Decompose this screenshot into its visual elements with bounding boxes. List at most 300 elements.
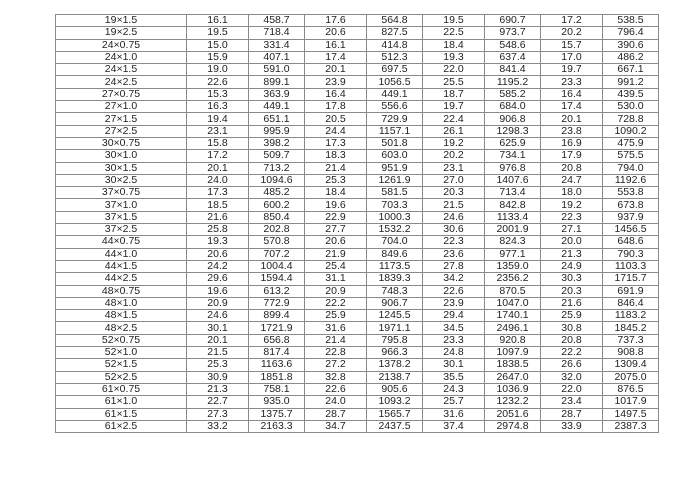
value-cell: 26.1 <box>423 125 485 137</box>
value-cell: 509.7 <box>249 150 305 162</box>
table-row <box>56 51 659 63</box>
value-cell: 27.8 <box>423 260 485 272</box>
value-cell: 19.6 <box>305 199 367 211</box>
spec-cell: 19×1.5 <box>56 15 187 27</box>
value-cell: 15.8 <box>187 137 249 149</box>
value-cell: 486.2 <box>603 51 659 63</box>
spec-cell: 48×2.5 <box>56 322 187 334</box>
value-cell: 748.3 <box>367 285 423 297</box>
table-row <box>56 420 659 432</box>
value-cell: 613.2 <box>249 285 305 297</box>
value-cell: 937.9 <box>603 211 659 223</box>
value-cell: 1133.4 <box>485 211 541 223</box>
value-cell: 575.5 <box>603 150 659 162</box>
value-cell: 23.3 <box>541 76 603 88</box>
value-cell: 22.0 <box>423 64 485 76</box>
value-cell: 20.5 <box>305 113 367 125</box>
value-cell: 906.7 <box>367 297 423 309</box>
value-cell: 20.3 <box>541 285 603 297</box>
table-row <box>56 383 659 395</box>
value-cell: 790.3 <box>603 248 659 260</box>
spec-cell: 24×0.75 <box>56 39 187 51</box>
value-cell: 16.1 <box>305 39 367 51</box>
value-cell: 995.9 <box>249 125 305 137</box>
value-cell: 20.9 <box>187 297 249 309</box>
table-row <box>56 260 659 272</box>
value-cell: 1378.2 <box>367 359 423 371</box>
value-cell: 25.7 <box>423 396 485 408</box>
value-cell: 449.1 <box>367 88 423 100</box>
value-cell: 817.4 <box>249 347 305 359</box>
value-cell: 1017.9 <box>603 396 659 408</box>
value-cell: 20.3 <box>423 187 485 199</box>
value-cell: 32.0 <box>541 371 603 383</box>
value-cell: 22.8 <box>305 347 367 359</box>
spec-cell: 48×1.0 <box>56 297 187 309</box>
value-cell: 538.5 <box>603 15 659 27</box>
value-cell: 414.8 <box>367 39 423 51</box>
value-cell: 34.7 <box>305 420 367 432</box>
value-cell: 15.0 <box>187 39 249 51</box>
value-cell: 22.6 <box>187 76 249 88</box>
value-cell: 795.8 <box>367 334 423 346</box>
value-cell: 684.0 <box>485 101 541 113</box>
value-cell: 21.5 <box>187 347 249 359</box>
value-cell: 24.6 <box>187 310 249 322</box>
value-cell: 667.1 <box>603 64 659 76</box>
spec-cell: 44×1.5 <box>56 260 187 272</box>
value-cell: 2001.9 <box>485 224 541 236</box>
table-row <box>56 15 659 27</box>
value-cell: 2051.6 <box>485 408 541 420</box>
value-cell: 20.9 <box>305 285 367 297</box>
value-cell: 31.6 <box>305 322 367 334</box>
spec-cell: 37×2.5 <box>56 224 187 236</box>
spec-cell: 37×1.0 <box>56 199 187 211</box>
value-cell: 1173.5 <box>367 260 423 272</box>
value-cell: 22.0 <box>541 383 603 395</box>
spec-cell: 61×1.0 <box>56 396 187 408</box>
spec-cell: 30×2.5 <box>56 174 187 186</box>
value-cell: 973.7 <box>485 27 541 39</box>
value-cell: 28.7 <box>541 408 603 420</box>
value-cell: 1163.6 <box>249 359 305 371</box>
value-cell: 1232.2 <box>485 396 541 408</box>
spec-cell: 44×1.0 <box>56 248 187 260</box>
value-cell: 637.4 <box>485 51 541 63</box>
table-row <box>56 101 659 113</box>
value-cell: 24.4 <box>305 125 367 137</box>
value-cell: 17.3 <box>305 137 367 149</box>
table-row <box>56 162 659 174</box>
value-cell: 439.5 <box>603 88 659 100</box>
value-cell: 794.0 <box>603 162 659 174</box>
value-cell: 556.6 <box>367 101 423 113</box>
value-cell: 28.7 <box>305 408 367 420</box>
value-cell: 20.8 <box>541 334 603 346</box>
value-cell: 19.3 <box>187 236 249 248</box>
value-cell: 20.6 <box>305 27 367 39</box>
value-cell: 19.6 <box>187 285 249 297</box>
value-cell: 19.0 <box>187 64 249 76</box>
value-cell: 17.2 <box>187 150 249 162</box>
spec-cell: 37×0.75 <box>56 187 187 199</box>
value-cell: 19.5 <box>423 15 485 27</box>
value-cell: 585.2 <box>485 88 541 100</box>
value-cell: 17.6 <box>305 15 367 27</box>
table-row <box>56 371 659 383</box>
value-cell: 2437.5 <box>367 420 423 432</box>
table-row <box>56 113 659 125</box>
table-row <box>56 64 659 76</box>
value-cell: 734.1 <box>485 150 541 162</box>
value-cell: 18.4 <box>423 39 485 51</box>
value-cell: 2163.3 <box>249 420 305 432</box>
value-cell: 758.1 <box>249 383 305 395</box>
value-cell: 29.4 <box>423 310 485 322</box>
value-cell: 35.5 <box>423 371 485 383</box>
value-cell: 27.3 <box>187 408 249 420</box>
value-cell: 24.2 <box>187 260 249 272</box>
value-cell: 20.2 <box>423 150 485 162</box>
value-cell: 1192.6 <box>603 174 659 186</box>
spec-cell: 48×0.75 <box>56 285 187 297</box>
value-cell: 824.3 <box>485 236 541 248</box>
value-cell: 548.6 <box>485 39 541 51</box>
value-cell: 20.6 <box>305 236 367 248</box>
value-cell: 15.3 <box>187 88 249 100</box>
value-cell: 2647.0 <box>485 371 541 383</box>
value-cell: 920.8 <box>485 334 541 346</box>
cable-spec-table <box>55 14 659 433</box>
value-cell: 870.5 <box>485 285 541 297</box>
document-page <box>55 14 656 433</box>
value-cell: 906.8 <box>485 113 541 125</box>
value-cell: 1532.2 <box>367 224 423 236</box>
table-row <box>56 27 659 39</box>
value-cell: 553.8 <box>603 187 659 199</box>
value-cell: 1097.9 <box>485 347 541 359</box>
value-cell: 23.6 <box>423 248 485 260</box>
value-cell: 398.2 <box>249 137 305 149</box>
value-cell: 19.4 <box>187 113 249 125</box>
value-cell: 29.6 <box>187 273 249 285</box>
value-cell: 841.4 <box>485 64 541 76</box>
value-cell: 22.5 <box>423 27 485 39</box>
value-cell: 22.6 <box>423 285 485 297</box>
table-row <box>56 199 659 211</box>
value-cell: 951.9 <box>367 162 423 174</box>
value-cell: 1195.2 <box>485 76 541 88</box>
value-cell: 21.6 <box>187 211 249 223</box>
value-cell: 2138.7 <box>367 371 423 383</box>
value-cell: 581.5 <box>367 187 423 199</box>
table-row <box>56 150 659 162</box>
value-cell: 331.4 <box>249 39 305 51</box>
value-cell: 2075.0 <box>603 371 659 383</box>
value-cell: 704.0 <box>367 236 423 248</box>
value-cell: 15.7 <box>541 39 603 51</box>
value-cell: 648.6 <box>603 236 659 248</box>
value-cell: 564.8 <box>367 15 423 27</box>
value-cell: 21.4 <box>305 162 367 174</box>
value-cell: 30.6 <box>423 224 485 236</box>
value-cell: 1004.4 <box>249 260 305 272</box>
value-cell: 977.1 <box>485 248 541 260</box>
spec-cell: 24×1.5 <box>56 64 187 76</box>
value-cell: 30.8 <box>541 322 603 334</box>
value-cell: 22.7 <box>187 396 249 408</box>
value-cell: 17.4 <box>541 101 603 113</box>
value-cell: 18.4 <box>305 187 367 199</box>
value-cell: 1093.2 <box>367 396 423 408</box>
value-cell: 27.1 <box>541 224 603 236</box>
value-cell: 24.9 <box>541 260 603 272</box>
value-cell: 713.2 <box>249 162 305 174</box>
value-cell: 407.1 <box>249 51 305 63</box>
value-cell: 202.8 <box>249 224 305 236</box>
value-cell: 2496.1 <box>485 322 541 334</box>
value-cell: 33.9 <box>541 420 603 432</box>
value-cell: 1497.5 <box>603 408 659 420</box>
value-cell: 24.0 <box>305 396 367 408</box>
value-cell: 15.9 <box>187 51 249 63</box>
value-cell: 656.8 <box>249 334 305 346</box>
value-cell: 25.8 <box>187 224 249 236</box>
value-cell: 16.1 <box>187 15 249 27</box>
value-cell: 17.3 <box>187 187 249 199</box>
value-cell: 1298.3 <box>485 125 541 137</box>
value-cell: 728.8 <box>603 113 659 125</box>
value-cell: 19.2 <box>423 137 485 149</box>
value-cell: 2356.2 <box>485 273 541 285</box>
table-row <box>56 76 659 88</box>
value-cell: 1839.3 <box>367 273 423 285</box>
value-cell: 1056.5 <box>367 76 423 88</box>
table-row <box>56 125 659 137</box>
spec-cell: 27×0.75 <box>56 88 187 100</box>
value-cell: 22.2 <box>305 297 367 309</box>
value-cell: 23.9 <box>423 297 485 309</box>
value-cell: 20.0 <box>541 236 603 248</box>
value-cell: 827.5 <box>367 27 423 39</box>
value-cell: 2387.3 <box>603 420 659 432</box>
spec-cell: 61×0.75 <box>56 383 187 395</box>
spec-cell: 52×1.5 <box>56 359 187 371</box>
value-cell: 19.5 <box>187 27 249 39</box>
value-cell: 729.9 <box>367 113 423 125</box>
value-cell: 458.7 <box>249 15 305 27</box>
value-cell: 37.4 <box>423 420 485 432</box>
value-cell: 32.8 <box>305 371 367 383</box>
value-cell: 690.7 <box>485 15 541 27</box>
value-cell: 22.6 <box>305 383 367 395</box>
value-cell: 772.9 <box>249 297 305 309</box>
value-cell: 1971.1 <box>367 322 423 334</box>
value-cell: 899.1 <box>249 76 305 88</box>
table-row <box>56 174 659 186</box>
spec-cell: 30×1.5 <box>56 162 187 174</box>
value-cell: 25.4 <box>305 260 367 272</box>
value-cell: 30.3 <box>541 273 603 285</box>
value-cell: 20.2 <box>541 27 603 39</box>
value-cell: 908.8 <box>603 347 659 359</box>
value-cell: 19.2 <box>541 199 603 211</box>
value-cell: 20.8 <box>541 162 603 174</box>
table-row <box>56 224 659 236</box>
table-row <box>56 347 659 359</box>
value-cell: 24.0 <box>187 174 249 186</box>
value-cell: 475.9 <box>603 137 659 149</box>
value-cell: 905.6 <box>367 383 423 395</box>
table-body <box>56 15 659 433</box>
value-cell: 25.9 <box>305 310 367 322</box>
value-cell: 1245.5 <box>367 310 423 322</box>
table-row <box>56 248 659 260</box>
table-row <box>56 137 659 149</box>
table-row <box>56 297 659 309</box>
value-cell: 1375.7 <box>249 408 305 420</box>
value-cell: 17.4 <box>305 51 367 63</box>
value-cell: 1036.9 <box>485 383 541 395</box>
spec-cell: 61×1.5 <box>56 408 187 420</box>
spec-cell: 52×0.75 <box>56 334 187 346</box>
value-cell: 25.3 <box>305 174 367 186</box>
spec-cell: 52×2.5 <box>56 371 187 383</box>
value-cell: 707.2 <box>249 248 305 260</box>
spec-cell: 52×1.0 <box>56 347 187 359</box>
value-cell: 1000.3 <box>367 211 423 223</box>
value-cell: 1047.0 <box>485 297 541 309</box>
value-cell: 22.2 <box>541 347 603 359</box>
spec-cell: 37×1.5 <box>56 211 187 223</box>
value-cell: 24.3 <box>423 383 485 395</box>
value-cell: 850.4 <box>249 211 305 223</box>
value-cell: 31.1 <box>305 273 367 285</box>
spec-cell: 30×0.75 <box>56 137 187 149</box>
value-cell: 1157.1 <box>367 125 423 137</box>
value-cell: 34.5 <box>423 322 485 334</box>
value-cell: 20.1 <box>187 162 249 174</box>
table-row <box>56 310 659 322</box>
value-cell: 23.1 <box>423 162 485 174</box>
value-cell: 27.7 <box>305 224 367 236</box>
spec-cell: 27×2.5 <box>56 125 187 137</box>
value-cell: 16.9 <box>541 137 603 149</box>
value-cell: 796.4 <box>603 27 659 39</box>
table-row <box>56 39 659 51</box>
value-cell: 899.4 <box>249 310 305 322</box>
value-cell: 737.3 <box>603 334 659 346</box>
value-cell: 363.9 <box>249 88 305 100</box>
value-cell: 20.1 <box>541 113 603 125</box>
value-cell: 530.0 <box>603 101 659 113</box>
value-cell: 1359.0 <box>485 260 541 272</box>
value-cell: 1845.2 <box>603 322 659 334</box>
value-cell: 19.7 <box>541 64 603 76</box>
table-row <box>56 396 659 408</box>
table-row <box>56 359 659 371</box>
value-cell: 30.1 <box>423 359 485 371</box>
value-cell: 651.1 <box>249 113 305 125</box>
spec-cell: 24×1.0 <box>56 51 187 63</box>
value-cell: 935.0 <box>249 396 305 408</box>
value-cell: 23.4 <box>541 396 603 408</box>
value-cell: 697.5 <box>367 64 423 76</box>
value-cell: 976.8 <box>485 162 541 174</box>
value-cell: 25.9 <box>541 310 603 322</box>
value-cell: 17.9 <box>541 150 603 162</box>
spec-cell: 61×2.5 <box>56 420 187 432</box>
value-cell: 703.3 <box>367 199 423 211</box>
value-cell: 24.6 <box>423 211 485 223</box>
value-cell: 876.5 <box>603 383 659 395</box>
table-row <box>56 211 659 223</box>
value-cell: 1090.2 <box>603 125 659 137</box>
value-cell: 33.2 <box>187 420 249 432</box>
value-cell: 22.3 <box>541 211 603 223</box>
value-cell: 1261.9 <box>367 174 423 186</box>
value-cell: 21.3 <box>541 248 603 260</box>
value-cell: 17.8 <box>305 101 367 113</box>
table-row <box>56 273 659 285</box>
value-cell: 1851.8 <box>249 371 305 383</box>
value-cell: 31.6 <box>423 408 485 420</box>
value-cell: 501.8 <box>367 137 423 149</box>
spec-cell: 48×1.5 <box>56 310 187 322</box>
value-cell: 718.4 <box>249 27 305 39</box>
value-cell: 1094.6 <box>249 174 305 186</box>
value-cell: 713.4 <box>485 187 541 199</box>
value-cell: 21.4 <box>305 334 367 346</box>
value-cell: 600.2 <box>249 199 305 211</box>
table-row <box>56 236 659 248</box>
spec-cell: 27×1.5 <box>56 113 187 125</box>
value-cell: 16.4 <box>305 88 367 100</box>
value-cell: 20.1 <box>187 334 249 346</box>
value-cell: 24.8 <box>423 347 485 359</box>
spec-cell: 30×1.0 <box>56 150 187 162</box>
value-cell: 27.0 <box>423 174 485 186</box>
value-cell: 26.6 <box>541 359 603 371</box>
value-cell: 485.2 <box>249 187 305 199</box>
value-cell: 842.8 <box>485 199 541 211</box>
value-cell: 25.5 <box>423 76 485 88</box>
value-cell: 22.9 <box>305 211 367 223</box>
spec-cell: 27×1.0 <box>56 101 187 113</box>
value-cell: 19.3 <box>423 51 485 63</box>
value-cell: 849.6 <box>367 248 423 260</box>
value-cell: 1456.5 <box>603 224 659 236</box>
value-cell: 30.9 <box>187 371 249 383</box>
value-cell: 21.9 <box>305 248 367 260</box>
value-cell: 691.9 <box>603 285 659 297</box>
value-cell: 23.8 <box>541 125 603 137</box>
value-cell: 22.4 <box>423 113 485 125</box>
value-cell: 34.2 <box>423 273 485 285</box>
value-cell: 1838.5 <box>485 359 541 371</box>
value-cell: 991.2 <box>603 76 659 88</box>
value-cell: 1594.4 <box>249 273 305 285</box>
spec-cell: 44×2.5 <box>56 273 187 285</box>
table-row <box>56 334 659 346</box>
value-cell: 591.0 <box>249 64 305 76</box>
value-cell: 18.5 <box>187 199 249 211</box>
table-row <box>56 322 659 334</box>
spec-cell: 44×0.75 <box>56 236 187 248</box>
value-cell: 1103.3 <box>603 260 659 272</box>
value-cell: 570.8 <box>249 236 305 248</box>
